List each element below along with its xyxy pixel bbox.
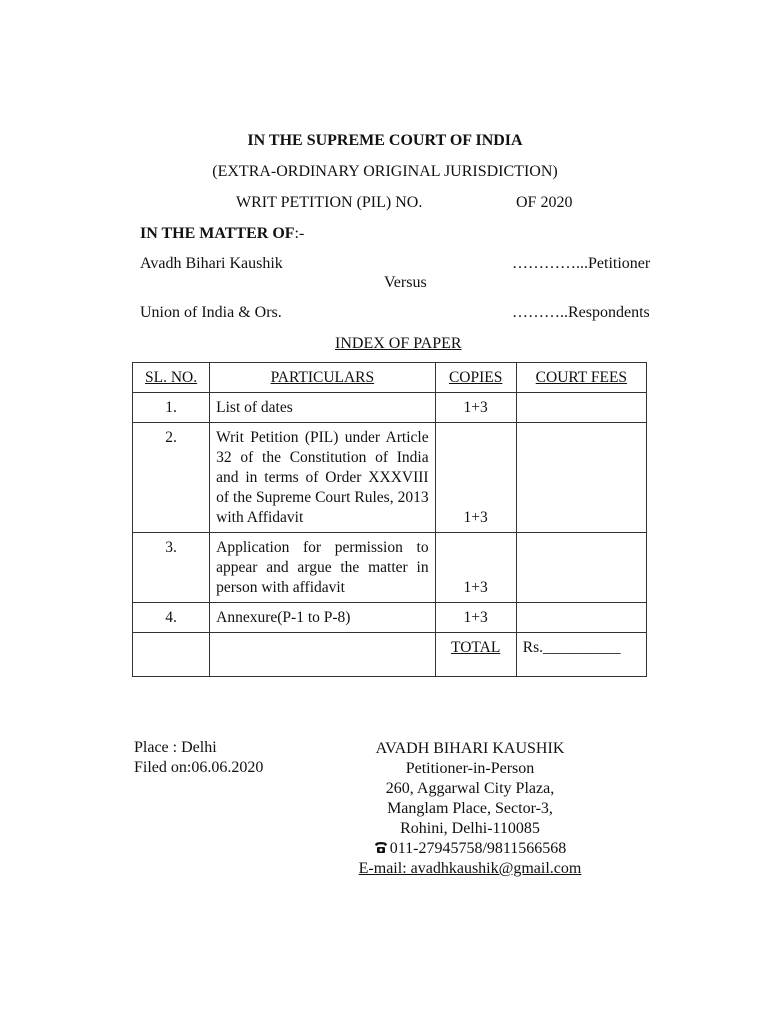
- petitioner-name: Avadh Bihari Kaushik: [140, 255, 283, 272]
- row-copies: 1+3: [435, 423, 516, 533]
- row-copies: 1+3: [435, 533, 516, 603]
- matter-heading-text: IN THE MATTER OF: [140, 225, 295, 242]
- phone-line: [330, 839, 610, 859]
- telephone-icon: [374, 840, 388, 854]
- address-line-2: Manglam Place, Sector-3,: [387, 800, 553, 817]
- col-sl-no: SL. NO.: [133, 363, 210, 393]
- petitioner-role: …………...Petitioner: [512, 255, 651, 272]
- total-label: TOTAL: [435, 633, 516, 677]
- table-row: [133, 393, 647, 423]
- row-fees: [516, 533, 646, 603]
- matter-heading-suffix: :-: [294, 225, 305, 242]
- col-copies: COPIES: [435, 363, 516, 393]
- row-fees: [516, 393, 646, 423]
- petitioner-full-name: AVADH BIHARI KAUSHIK: [375, 740, 565, 757]
- address-line-3: Rohini, Delhi-110085: [400, 820, 540, 837]
- total-empty-particulars: [210, 633, 435, 677]
- col-particulars: PARTICULARS: [210, 363, 435, 393]
- respondent-role: ………..Respondents: [512, 304, 650, 321]
- total-value: Rs.__________: [516, 633, 646, 677]
- row-copies: 1+3: [435, 603, 516, 633]
- matter-heading: [140, 225, 304, 243]
- address-line-1: 260, Aggarwal City Plaza,: [385, 780, 555, 797]
- court-title: IN THE SUPREME COURT OF INDIA: [247, 132, 523, 149]
- row-particulars: Writ Petition (PIL) under Article 32 of the Constitution of India and in terms of Order XXXVIII of the Supreme Court Rules, 2013 with Affidavit: [210, 423, 435, 533]
- email-link[interactable]: E-mail: avadhkaushik@gmail.com: [358, 860, 582, 877]
- row-fees: [516, 423, 646, 533]
- versus: Versus: [384, 274, 427, 291]
- phone-number: 011-27945758/9811566568: [389, 840, 567, 857]
- petitioner-designation: Petitioner-in-Person: [405, 760, 535, 777]
- row-particulars: Annexure(P-1 to P-8): [210, 603, 435, 633]
- row-fees: [516, 603, 646, 633]
- jurisdiction: (EXTRA-ORDINARY ORIGINAL JURISDICTION): [212, 163, 558, 180]
- respondent-name: Union of India & Ors.: [140, 304, 282, 321]
- row-sl: 3.: [133, 533, 210, 603]
- table-header-row: [133, 363, 647, 393]
- row-particulars: Application for permission to appear and argue the matter in person with affidavit: [210, 533, 435, 603]
- table-row: [133, 533, 647, 603]
- table-row: [133, 603, 647, 633]
- col-court-fees: COURT FEES: [516, 363, 646, 393]
- row-sl: 2.: [133, 423, 210, 533]
- petition-number: WRIT PETITION (PIL) NO.: [236, 194, 423, 211]
- total-empty-sl: [133, 633, 210, 677]
- row-sl: 4.: [133, 603, 210, 633]
- petitioner-block: [330, 739, 610, 879]
- row-copies: 1+3: [435, 393, 516, 423]
- filed-on: Filed on:06.06.2020: [134, 759, 264, 776]
- table-total-row: [133, 633, 647, 677]
- place: Place : Delhi: [134, 739, 217, 756]
- index-table: [132, 362, 647, 677]
- petition-year: OF 2020: [516, 194, 573, 211]
- row-particulars: List of dates: [210, 393, 435, 423]
- row-sl: 1.: [133, 393, 210, 423]
- table-row: [133, 423, 647, 533]
- index-title: INDEX OF PAPER: [335, 335, 462, 352]
